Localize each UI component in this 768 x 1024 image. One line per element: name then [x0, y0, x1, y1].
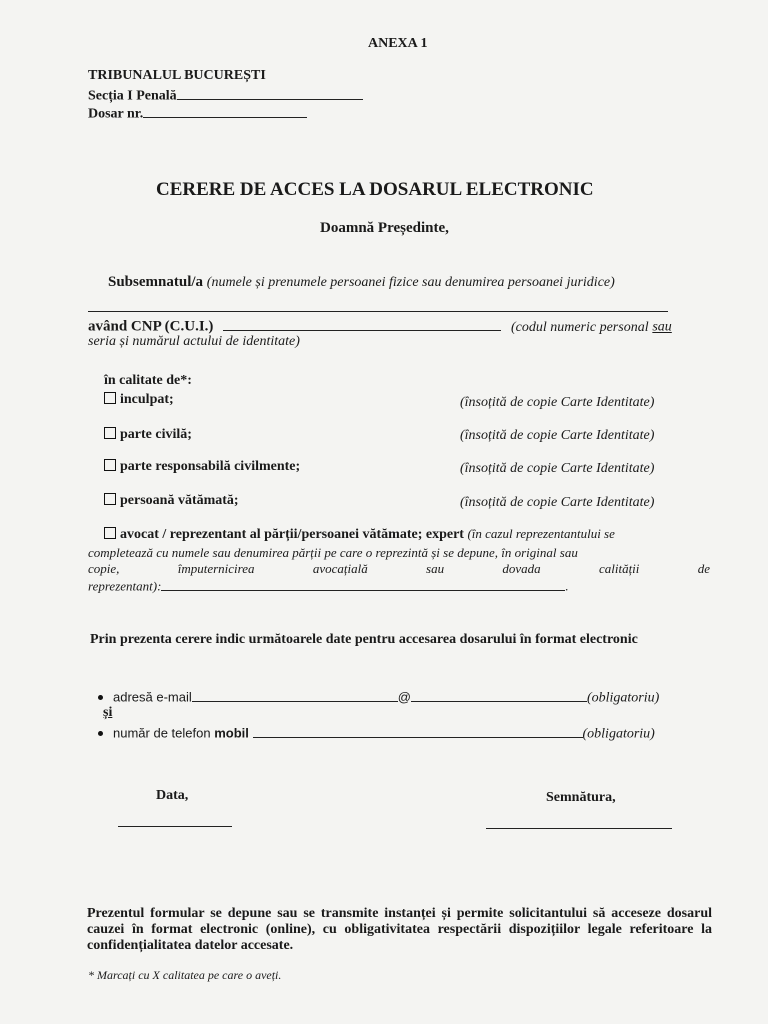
bullet-icon — [98, 731, 103, 736]
representative-line — [161, 578, 565, 591]
option-inculpat[interactable]: inculpat; — [104, 392, 174, 408]
phone-row: număr de telefon mobil (obligatoriu) — [94, 725, 655, 743]
form-title: CERERE DE ACCES LA DOSARUL ELECTRONIC — [156, 179, 594, 200]
signature-line — [486, 828, 672, 829]
checkbox[interactable] — [104, 527, 116, 539]
date-line — [118, 826, 232, 827]
lawyer-note: reprezentant): . — [88, 578, 569, 594]
bullet-icon — [98, 695, 103, 700]
option-parte-responsabila[interactable]: parte responsabilă civilmente; — [104, 459, 300, 475]
file-number: Dosar nr. — [88, 104, 307, 123]
and-label: și — [103, 705, 113, 720]
date-label: Data, — [156, 788, 189, 803]
annex-label: ANEXA 1 — [368, 36, 428, 51]
salutation: Doamnă Președinte, — [320, 220, 449, 236]
section-line — [177, 86, 363, 100]
option-parte-civila[interactable]: parte civilă; — [104, 427, 192, 443]
checkbox[interactable] — [104, 427, 116, 439]
applicant-name-line — [88, 311, 668, 312]
checkbox[interactable] — [104, 392, 116, 404]
email-row: adresă e-mail @ (obligatoriu) — [94, 689, 659, 707]
email-domain-line[interactable] — [411, 689, 587, 702]
email-user-line[interactable] — [192, 689, 398, 702]
capacity-label: în calitate de*: — [104, 373, 192, 388]
lawyer-note: copie, împuternicirea avocațială sau dovada calității de — [88, 561, 710, 576]
footer-text: Prezentul formular se depune sau se transmite instanței și permite solicitantului să acceseze dosarul cauzei în format electronic (online), cu obligativitatea respectării dispozițiilor legale referitoare la confidențialitatea datelor accesate. — [87, 906, 712, 953]
option-note: (însoțită de copie Carte Identitate) — [460, 495, 655, 510]
checkbox[interactable] — [104, 459, 116, 471]
option-note: (însoțită de copie Carte Identitate) — [460, 428, 655, 443]
option-persoana-vatamata[interactable]: persoană vătămată; — [104, 493, 239, 509]
option-note: (însoțită de copie Carte Identitate) — [460, 395, 655, 410]
option-avocat[interactable]: avocat / reprezentant al părții/persoanei vătămate; expert (în cazul reprezentantului se — [104, 526, 615, 543]
lawyer-note: completează cu numele sau denumirea părții pe care o reprezintă și se depune, în original sau — [88, 545, 578, 560]
cnp-hint: seria și numărul actului de identitate) — [88, 334, 300, 349]
cnp-input-line — [223, 316, 501, 331]
cnp-line: având CNP (C.U.I.) (codul numeric personal sau — [88, 316, 672, 336]
checkbox[interactable] — [104, 493, 116, 505]
option-note: (însoțită de copie Carte Identitate) — [460, 461, 655, 476]
phone-line[interactable] — [253, 725, 583, 738]
signature-label: Semnătura, — [546, 790, 616, 805]
applicant-line: Subsemnatul/a (numele și prenumele persoanei fizice sau denumirea persoanei juridice) — [108, 274, 615, 290]
file-number-line — [143, 104, 307, 118]
court-section: Secția I Penală — [88, 86, 363, 105]
contact-intro: Prin prezenta cerere indic următoarele date pentru accesarea dosarului în format electronic — [90, 632, 638, 647]
footnote: * Marcați cu X calitatea pe care o aveți. — [88, 968, 282, 982]
court-name: TRIBUNALUL BUCUREȘTI — [88, 68, 266, 83]
